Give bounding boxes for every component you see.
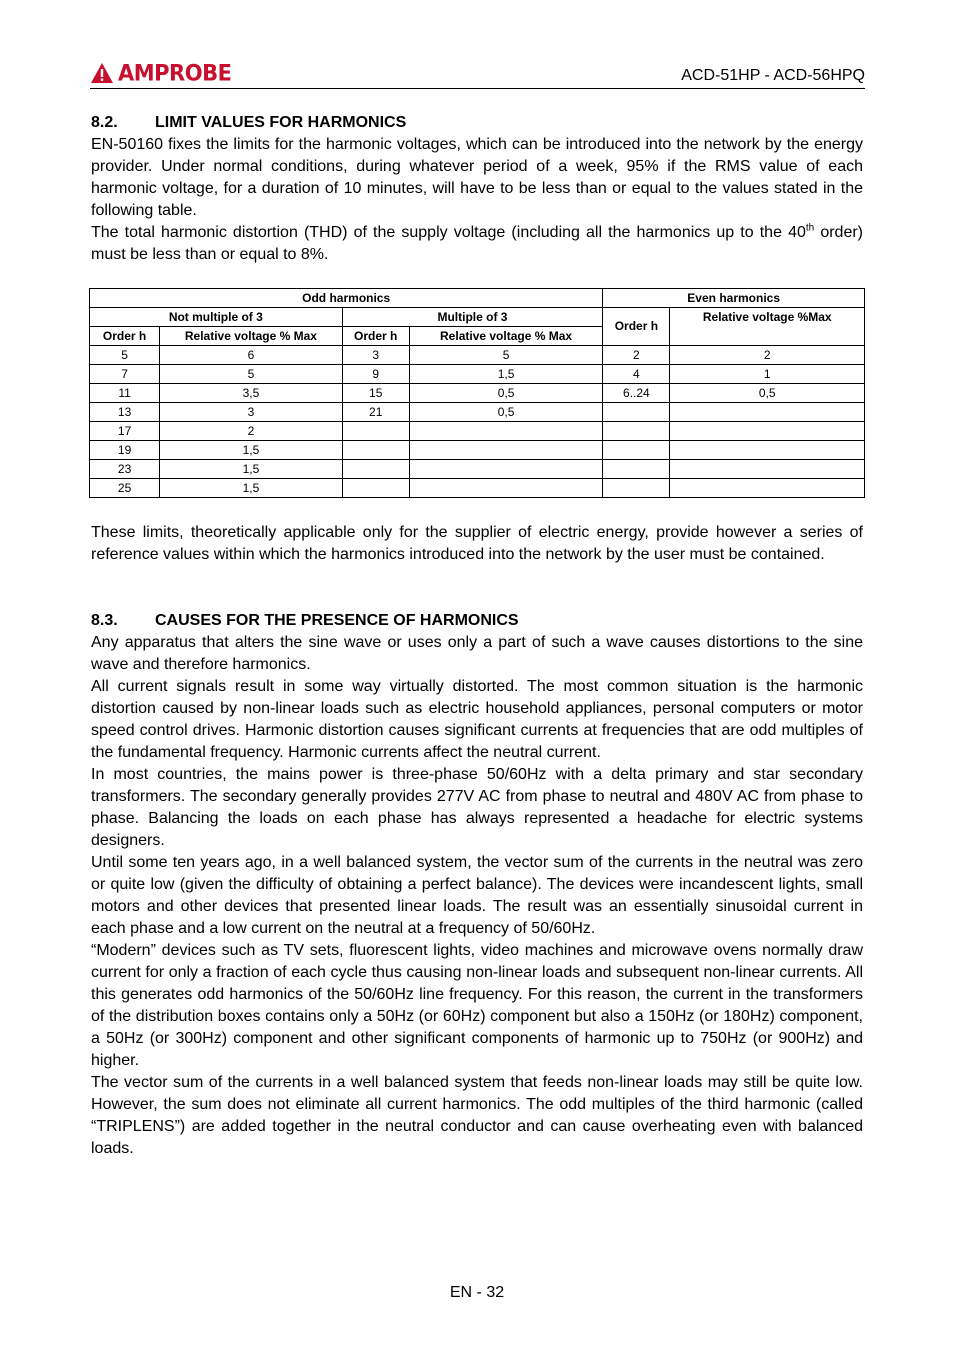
table-row	[90, 365, 865, 384]
table-cell: 11	[90, 384, 160, 403]
paragraph: All current signals result in some way virtually distorted. The most common situation is the harmonic distortion caused by non-linear loads such as electric household appliances, personal computers or motor speed control drives. Harmonic distortion causes significant currents at frequencies that are odd multiples of the fundamental frequency. Harmonic currents affect the neutral current.	[91, 678, 863, 761]
table-cell: 6	[160, 346, 342, 365]
table-header-row	[90, 308, 865, 327]
table-cell	[603, 422, 670, 441]
order-header: Order h	[342, 327, 409, 346]
paragraph: In most countries, the mains power is three-phase 50/60Hz with a delta primary and star secondary transformers. The secondary generally provides 277V AC from phase to neutral and 480V AC from phase to phase. Balancing the loads on each phase has always represented a headache for electric systems designers.	[91, 766, 863, 849]
table-cell: 1,5	[160, 441, 342, 460]
table-cell: 13	[90, 403, 160, 422]
paragraph: Until some ten years ago, in a well balanced system, the vector sum of the currents in the neutral was zero or quite low (given the difficulty of obtaining a perfect balance). The devices were incandescent lights, small motors and other devices that presented linear loads. The result was an essentially sinusoidal current in each phase and a low current on the neutral at a frequency of 50/60Hz.	[91, 854, 863, 937]
warning-triangle-icon	[90, 62, 114, 84]
section-number: 8.2.	[91, 114, 118, 131]
table-cell: 2	[670, 346, 865, 365]
table-cell	[603, 479, 670, 498]
table-cell: 3	[342, 346, 409, 365]
paragraph-thd	[91, 222, 863, 266]
table-row	[90, 384, 865, 403]
table-cell: 6..24	[603, 384, 670, 403]
table-cell: 25	[90, 479, 160, 498]
model-name: ACD-51HP - ACD-56HPQ	[681, 67, 865, 84]
text-span: The total harmonic distortion (THD) of the supply voltage (including all the harmonics up to the 40	[91, 224, 806, 241]
table-cell: 1,5	[160, 460, 342, 479]
table-cell	[670, 422, 865, 441]
brand-name: AMPROBE	[118, 60, 232, 86]
section-heading	[91, 112, 863, 134]
table-cell: 17	[90, 422, 160, 441]
text-span: order) must be less than or equal to 8%.	[91, 224, 864, 263]
table-cell: 19	[90, 441, 160, 460]
table-cell	[603, 441, 670, 460]
even-relative-header: Relative voltage %Max	[670, 308, 865, 346]
table-cell: 5	[160, 365, 342, 384]
table-cell: 15	[342, 384, 409, 403]
table-row	[90, 460, 865, 479]
table-cell	[670, 403, 865, 422]
table-cell: 0,5	[409, 403, 602, 422]
table-cell: 2	[160, 422, 342, 441]
paragraph: EN-50160 fixes the limits for the harmonic voltages, which can be introduced into the network by the energy provider. Under normal conditions, during whatever period of a week, 95% if the RMS value of each harmonic voltage, for a duration of 10 minutes, will have to be less than or equal to the values stated in the following table.	[91, 136, 863, 219]
table-row	[90, 441, 865, 460]
page-header	[90, 58, 865, 89]
table-cell: 9	[342, 365, 409, 384]
table-cell: 0,5	[409, 384, 602, 403]
table-cell: 5	[90, 346, 160, 365]
section-title: CAUSES FOR THE PRESENCE OF HARMONICS	[155, 612, 519, 629]
paragraph: The vector sum of the currents in a well balanced system that feeds non-linear loads may still be quite low. However, the sum does not eliminate all current harmonics. The odd multiples of the third harmonic (called “TRIPLENS”) are added together in the neutral conductor and can cause overheating even with balanced loads.	[91, 1074, 863, 1157]
relative-header: Relative voltage % Max	[160, 327, 342, 346]
brand-logo	[90, 60, 231, 86]
section-heading	[91, 610, 863, 632]
relative-header: Relative voltage % Max	[409, 327, 602, 346]
table-cell	[342, 441, 409, 460]
table-cell	[409, 441, 602, 460]
section-8-2	[91, 112, 863, 266]
table-cell	[670, 441, 865, 460]
table-row	[90, 479, 865, 498]
table-row	[90, 403, 865, 422]
table-row	[90, 422, 865, 441]
table-cell	[409, 460, 602, 479]
section-number: 8.3.	[91, 612, 118, 629]
table-cell: 21	[342, 403, 409, 422]
table-cell	[342, 460, 409, 479]
paragraph: These limits, theoretically applicable only for the supplier of electric energy, provide however a series of reference values within which the harmonics introduced into the network by the user must be contained.	[91, 524, 863, 563]
superscript: th	[805, 222, 815, 234]
even-order-header: Order h	[603, 308, 670, 346]
table-cell	[603, 403, 670, 422]
table-cell: 5	[409, 346, 602, 365]
multiple-header: Multiple of 3	[342, 308, 603, 327]
paragraph: “Modern” devices such as TV sets, fluorescent lights, video machines and microwave ovens normally draw current for only a fraction of each cycle thus causing non-linear loads and subsequent non-linear currents. All this generates odd harmonics of the 50/60Hz line frequency. For this reason, the current in the transformers of the distribution boxes contains only a 50Hz (or 60Hz) component but also a 150Hz (or 180Hz) component, a 50Hz (or 300Hz) component and other significant components of harmonic up to 750Hz (or 900Hz) and higher.	[91, 942, 863, 1069]
table-cell	[603, 460, 670, 479]
table-cell: 7	[90, 365, 160, 384]
table-cell	[409, 479, 602, 498]
section-8-3	[91, 610, 863, 1160]
table-cell: 3,5	[160, 384, 342, 403]
table-cell: 0,5	[670, 384, 865, 403]
table-cell	[342, 422, 409, 441]
table-cell	[670, 479, 865, 498]
table-cell	[670, 460, 865, 479]
table-cell: 1	[670, 365, 865, 384]
table-body	[90, 346, 865, 498]
table-cell: 1,5	[409, 365, 602, 384]
table-cell: 4	[603, 365, 670, 384]
not-multiple-header: Not multiple of 3	[90, 308, 343, 327]
table-cell: 1,5	[160, 479, 342, 498]
section-title: LIMIT VALUES FOR HARMONICS	[155, 114, 407, 131]
harmonics-table	[89, 288, 865, 498]
order-header: Order h	[90, 327, 160, 346]
odd-harmonics-header: Odd harmonics	[90, 289, 603, 308]
page-number: EN - 32	[449, 1284, 505, 1301]
table-cell: 3	[160, 403, 342, 422]
table-cell: 23	[90, 460, 160, 479]
table-cell: 2	[603, 346, 670, 365]
table-cell	[342, 479, 409, 498]
table-header-row	[90, 289, 865, 308]
table-row	[90, 346, 865, 365]
table-cell	[409, 422, 602, 441]
even-harmonics-header: Even harmonics	[603, 289, 865, 308]
limits-note	[91, 522, 863, 566]
paragraph: Any apparatus that alters the sine wave or uses only a part of such a wave causes distortions to the sine wave and therefore harmonics.	[91, 634, 863, 673]
